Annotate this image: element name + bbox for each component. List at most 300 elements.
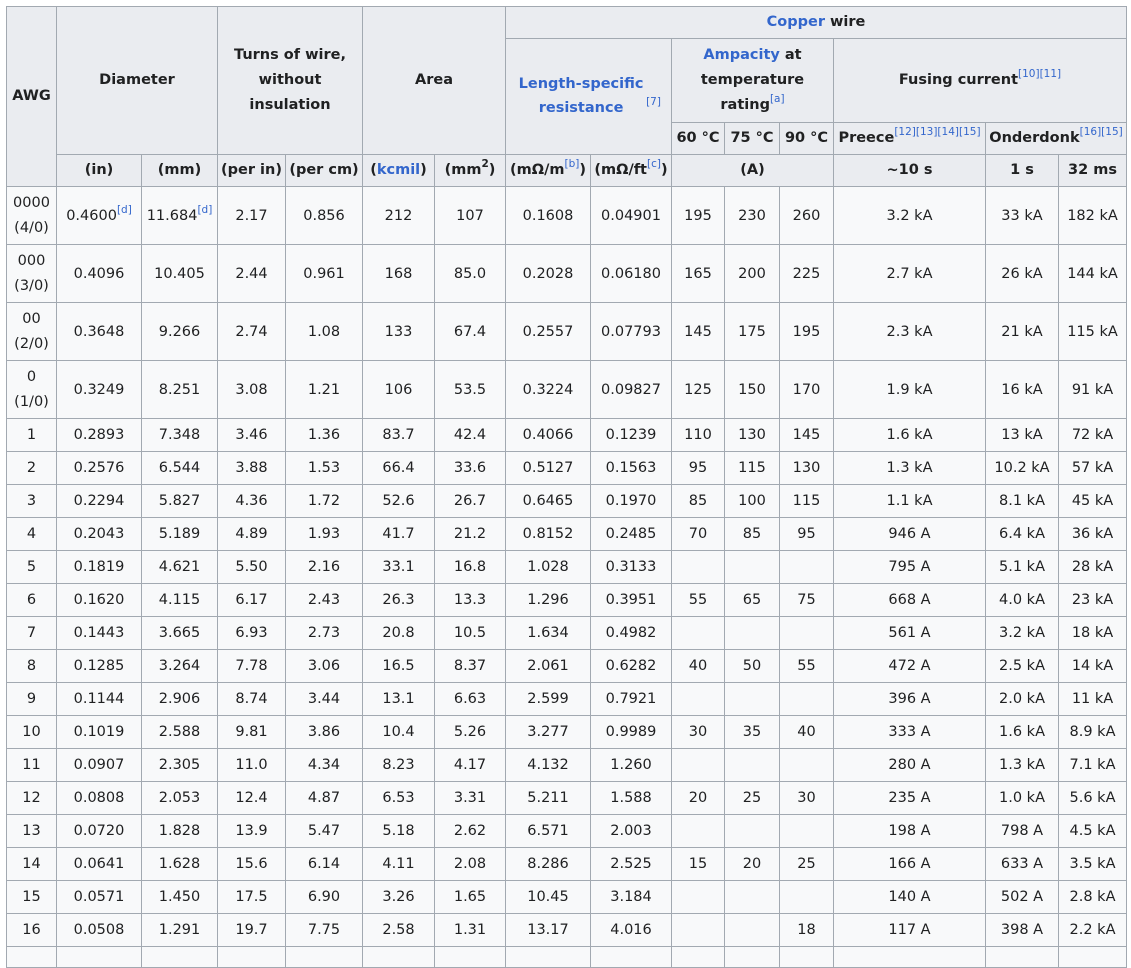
cell-value: 0.2028 <box>522 265 574 282</box>
cell-a60 <box>672 518 725 551</box>
cell-a60 <box>672 485 725 518</box>
cell-per-cm <box>286 485 363 518</box>
unit-mm2-close: ) <box>488 162 496 178</box>
length-specific-resistance-link[interactable]: Length-specific resistance <box>518 76 644 116</box>
cell-mohm-m <box>506 518 591 551</box>
cell-empty <box>834 947 986 968</box>
awg-gauge: 7 <box>26 625 37 641</box>
cell-per-cm <box>286 815 363 848</box>
cell-value: 1.6 kA <box>999 724 1045 740</box>
cell-awg <box>7 551 57 584</box>
awg-gauge: 12 <box>22 790 41 806</box>
header-ampacity <box>672 39 834 123</box>
table-row <box>7 914 1127 947</box>
cell-value: 0.07793 <box>601 323 661 340</box>
unit-mm2-open: (mm <box>444 162 482 178</box>
unit-kcmil-close: ) <box>420 162 427 178</box>
cell-per-in <box>218 187 286 245</box>
cell-value: 165 <box>684 265 712 282</box>
cell-ms32 <box>1059 584 1127 617</box>
cell-s1 <box>986 716 1059 749</box>
cell-value: 280 A <box>888 757 931 773</box>
cell-a75 <box>725 419 780 452</box>
cell-mohm-m <box>506 914 591 947</box>
cell-value: 0.1620 <box>73 592 125 608</box>
cell-s1 <box>986 245 1059 303</box>
awg-gauge: 00 <box>22 310 41 327</box>
cell-per-in <box>218 452 286 485</box>
cell-per-cm <box>286 617 363 650</box>
cell-mohm-ft <box>591 187 672 245</box>
cell-mohm-ft <box>591 683 672 716</box>
cell-value: 130 <box>792 460 821 476</box>
cell-awg <box>7 617 57 650</box>
cell-value: 18 kA <box>1071 625 1114 641</box>
cell-value: 1.028 <box>527 559 569 575</box>
cell-kcmil <box>363 361 435 419</box>
cell-s1 <box>986 881 1059 914</box>
cell-value: 0.09827 <box>601 381 661 398</box>
cell-value: 55 <box>797 658 816 674</box>
cell-value: 795 A <box>888 559 931 575</box>
cell-mm <box>142 881 218 914</box>
cell-a75 <box>725 361 780 419</box>
cell-per-cm <box>286 245 363 303</box>
cell-value: 0.0808 <box>73 790 125 806</box>
cell-value: 6.17 <box>235 592 268 608</box>
cell-a60 <box>672 716 725 749</box>
cell-a60 <box>672 584 725 617</box>
cell-mohm-m <box>506 452 591 485</box>
cell-in <box>57 617 142 650</box>
cell-a60 <box>672 245 725 303</box>
cell-a90 <box>780 881 834 914</box>
cell-a75 <box>725 584 780 617</box>
cell-value: 7.75 <box>307 922 341 938</box>
awg-gauge: 15 <box>22 889 41 905</box>
cell-per-cm <box>286 914 363 947</box>
cell-value: 2.061 <box>527 658 569 674</box>
cell-value: 0.2294 <box>73 493 125 509</box>
cell-value: 0.6465 <box>522 493 574 509</box>
cell-per-cm <box>286 683 363 716</box>
header-preece <box>834 123 986 155</box>
cell-mm <box>142 551 218 584</box>
awg-alt-notation: (3/0) <box>14 277 49 294</box>
cell-in <box>57 245 142 303</box>
table-row <box>7 551 1127 584</box>
ampacity-link[interactable]: Ampacity <box>703 47 780 63</box>
cell-preece <box>834 419 986 452</box>
cell-value: 85 <box>742 526 762 542</box>
ref-a[interactable]: [a] <box>769 93 785 106</box>
cell-a75 <box>725 245 780 303</box>
cell-value: 36 kA <box>1071 526 1114 542</box>
cell-value: 3.31 <box>453 790 487 806</box>
cell-s1 <box>986 452 1059 485</box>
cell-value: 2.053 <box>158 790 201 806</box>
cell-mohm-ft <box>591 815 672 848</box>
cell-a75 <box>725 716 780 749</box>
table-row <box>7 452 1127 485</box>
cell-per-in <box>218 881 286 914</box>
cell-value: 946 A <box>888 526 931 542</box>
header-diameter: Diameter <box>57 7 218 155</box>
cell-mohm-m <box>506 848 591 881</box>
cell-per-cm <box>286 187 363 245</box>
cell-value: 144 kA <box>1067 265 1118 282</box>
cell-mm2 <box>435 518 506 551</box>
ref-c[interactable]: [c] <box>647 158 661 171</box>
cell-value: 3.26 <box>382 889 415 905</box>
cell-a60 <box>672 815 725 848</box>
cell-value: 35 <box>742 724 762 740</box>
cell-value: 25 <box>797 856 816 872</box>
cell-value: 13.1 <box>382 691 415 707</box>
unit-1s: 1 s <box>986 155 1059 187</box>
cell-value: 1.291 <box>158 922 201 938</box>
cell-mm <box>142 303 218 361</box>
cell-value: 26.7 <box>453 493 487 509</box>
unit-mohm-ft-label: (mΩ/ft <box>594 162 647 178</box>
kcmil-link[interactable]: kcmil <box>376 162 421 178</box>
cell-mm <box>142 584 218 617</box>
cell-value: 85.0 <box>453 265 487 282</box>
cell-value: 0.3249 <box>73 381 125 398</box>
cell-value: 4.621 <box>158 559 201 575</box>
cell-s1 <box>986 303 1059 361</box>
cell-awg <box>7 881 57 914</box>
cell-value: 0.04901 <box>601 207 661 224</box>
cell-value: 13.17 <box>527 922 569 938</box>
cell-value: 45 kA <box>1071 493 1114 509</box>
copper-link[interactable]: Copper <box>766 14 825 30</box>
cell-awg <box>7 452 57 485</box>
cell-value: 6.544 <box>158 460 201 476</box>
cell-mm2 <box>435 419 506 452</box>
cell-s1 <box>986 683 1059 716</box>
cell-in <box>57 361 142 419</box>
cell-value: 33.1 <box>382 559 415 575</box>
cell-value: 7.1 kA <box>1069 757 1116 773</box>
cell-value: 133 <box>384 323 413 340</box>
cell-value: 0.0720 <box>73 823 125 839</box>
cell-kcmil <box>363 419 435 452</box>
cell-value: 4.0 kA <box>999 592 1045 608</box>
cell-value: 3.5 kA <box>1069 856 1116 872</box>
cell-a60 <box>672 419 725 452</box>
cell-value: 2.5 kA <box>999 658 1045 674</box>
cell-empty <box>286 947 363 968</box>
cell-value: 195 <box>792 323 821 340</box>
cell-preece <box>834 518 986 551</box>
cell-mohm-ft <box>591 617 672 650</box>
cell-a90 <box>780 650 834 683</box>
table-row <box>7 881 1127 914</box>
cell-value: 8.286 <box>527 856 569 872</box>
cell-mohm-m <box>506 187 591 245</box>
cell-value: 0.1285 <box>73 658 125 674</box>
cell-awg <box>7 518 57 551</box>
cell-value: 0.3648 <box>73 323 125 340</box>
cell-value: 0.9989 <box>605 724 657 740</box>
cell-s1 <box>986 650 1059 683</box>
cell-value: 145 <box>792 427 821 443</box>
cell-empty <box>363 947 435 968</box>
cell-value: 21.2 <box>453 526 487 542</box>
table-row <box>7 683 1127 716</box>
cell-preece <box>834 551 986 584</box>
cell-kcmil <box>363 245 435 303</box>
cell-mohm-m <box>506 303 591 361</box>
cell-a90 <box>780 303 834 361</box>
cell-ms32 <box>1059 683 1127 716</box>
cell-s1 <box>986 361 1059 419</box>
cell-mm <box>142 518 218 551</box>
cell-value: 230 <box>738 207 766 224</box>
cell-mm <box>142 914 218 947</box>
cell-value: 1.628 <box>158 856 201 872</box>
cell-value: 10.5 <box>453 625 487 641</box>
header-60c: 60 °C <box>672 123 725 155</box>
cell-per-cm <box>286 518 363 551</box>
cell-value: 2.16 <box>307 559 341 575</box>
cell-value: 4.87 <box>307 790 341 806</box>
cell-per-in <box>218 782 286 815</box>
cell-preece <box>834 485 986 518</box>
header-turns-label: Turns of wire, without insulation <box>234 47 346 113</box>
cell-mohm-m <box>506 584 591 617</box>
cell-awg <box>7 419 57 452</box>
ref-10-11[interactable]: [10][11] <box>1018 68 1062 81</box>
awg-gauge: 3 <box>26 493 37 509</box>
cell-mm <box>142 419 218 452</box>
cell-value: 91 kA <box>1071 381 1114 398</box>
cell-a60 <box>672 881 725 914</box>
cell-value: 19.7 <box>235 922 268 938</box>
cell-value: 5.50 <box>235 559 268 575</box>
cell-value: 1.93 <box>307 526 341 542</box>
cell-per-in <box>218 848 286 881</box>
cell-value: 398 A <box>1000 922 1044 938</box>
cell-per-in <box>218 683 286 716</box>
cell-kcmil <box>363 303 435 361</box>
cell-ms32 <box>1059 419 1127 452</box>
cell-value: 1.36 <box>307 427 341 443</box>
preece-label: Preece <box>838 130 895 146</box>
awg-alt-notation: (2/0) <box>14 335 49 352</box>
header-area: Area <box>363 7 506 155</box>
cell-value: 6.93 <box>235 625 268 641</box>
unit-in: (in) <box>57 155 142 187</box>
cell-value: 1.1 kA <box>886 493 933 509</box>
cell-value: 212 <box>384 207 413 224</box>
cell-value: 0.4600 <box>66 207 117 224</box>
cell-per-cm <box>286 848 363 881</box>
ref-b[interactable]: [b] <box>564 158 580 171</box>
cell-mohm-ft <box>591 245 672 303</box>
cell-ms32 <box>1059 650 1127 683</box>
cell-a75 <box>725 782 780 815</box>
cell-s1 <box>986 419 1059 452</box>
cell-mm2 <box>435 617 506 650</box>
cell-value: 396 A <box>888 691 931 707</box>
cell-value: 1.3 kA <box>999 757 1045 773</box>
cell-ms32 <box>1059 881 1127 914</box>
awg-gauge: 11 <box>22 757 41 773</box>
cell-in <box>57 518 142 551</box>
cell-value: 2.003 <box>610 823 652 839</box>
cell-a60 <box>672 782 725 815</box>
cell-a90 <box>780 245 834 303</box>
ampacity-rest-2: rating <box>720 97 770 113</box>
cell-value: 1.08 <box>307 323 341 340</box>
cell-value: 1.3 kA <box>886 460 933 476</box>
cell-value: 0.7921 <box>605 691 657 707</box>
cell-empty <box>506 947 591 968</box>
table-row <box>7 303 1127 361</box>
cell-value: 175 <box>738 323 766 340</box>
cell-a75 <box>725 452 780 485</box>
cell-ms32 <box>1059 187 1127 245</box>
cell-a60 <box>672 848 725 881</box>
cell-empty <box>142 947 218 968</box>
cell-mm2 <box>435 815 506 848</box>
cell-mohm-ft <box>591 551 672 584</box>
cell-value: 115 <box>738 460 766 476</box>
cell-value: 5.18 <box>382 823 415 839</box>
cell-per-in <box>218 245 286 303</box>
cell-per-cm <box>286 716 363 749</box>
cell-ms32 <box>1059 914 1127 947</box>
cell-value: 26 kA <box>1001 265 1043 282</box>
cell-awg <box>7 485 57 518</box>
cell-value: 633 A <box>1000 856 1044 872</box>
awg-gauge: 1 <box>26 427 37 443</box>
cell-a60 <box>672 551 725 584</box>
cell-value: 23 kA <box>1071 592 1114 608</box>
cell-mm2 <box>435 683 506 716</box>
cell-value: 8.9 kA <box>1069 724 1116 740</box>
cell-s1 <box>986 518 1059 551</box>
cell-empty <box>435 947 506 968</box>
cell-value: 106 <box>384 381 413 398</box>
cell-ms32 <box>1059 303 1127 361</box>
cell-per-cm <box>286 361 363 419</box>
awg-gauge: 0000 <box>13 194 50 211</box>
cell-value: 70 <box>688 526 708 542</box>
cell-value: 0.1819 <box>73 559 125 575</box>
cell-value: 20.8 <box>382 625 415 641</box>
header-fusing-current <box>834 39 1127 123</box>
cell-a90 <box>780 518 834 551</box>
cell-value: 50 <box>742 658 762 674</box>
cell-awg <box>7 716 57 749</box>
cell-preece <box>834 881 986 914</box>
cell-mohm-ft <box>591 485 672 518</box>
cell-value: 15.6 <box>235 856 268 872</box>
cell-awg <box>7 749 57 782</box>
cell-value: 0.856 <box>303 207 345 224</box>
cell-awg <box>7 650 57 683</box>
cell-value: 2.525 <box>610 856 652 872</box>
cell-mm2 <box>435 650 506 683</box>
cell-s1 <box>986 782 1059 815</box>
cell-s1 <box>986 485 1059 518</box>
cell-value: 6.14 <box>307 856 341 872</box>
table-row <box>7 749 1127 782</box>
cell-value: 2.599 <box>527 691 569 707</box>
cell-value: 2.2 kA <box>1069 922 1116 938</box>
ref-16-15[interactable]: [16][15] <box>1079 126 1123 139</box>
cell-value: 55 <box>688 592 708 608</box>
table-row <box>7 187 1127 245</box>
onderdonk-label: Onderdonk <box>989 130 1080 146</box>
cell-value: 115 kA <box>1067 323 1118 340</box>
ref-d[interactable]: [d] <box>197 203 213 216</box>
ref-d[interactable]: [d] <box>116 203 132 216</box>
cell-mohm-ft <box>591 848 672 881</box>
awg-gauge: 4 <box>26 526 37 542</box>
cell-value: 75 <box>797 592 816 608</box>
cell-awg <box>7 245 57 303</box>
cell-value: 2.08 <box>453 856 487 872</box>
cell-per-cm <box>286 452 363 485</box>
cell-value: 8.251 <box>158 381 201 398</box>
cell-in <box>57 749 142 782</box>
cell-value: 150 <box>738 381 766 398</box>
cell-value: 1.450 <box>158 889 201 905</box>
cell-empty <box>57 947 142 968</box>
cell-preece <box>834 303 986 361</box>
cell-mm2 <box>435 245 506 303</box>
ref-7[interactable]: [7] <box>646 96 661 109</box>
cell-value: 6.90 <box>307 889 341 905</box>
cell-ms32 <box>1059 452 1127 485</box>
cell-ms32 <box>1059 782 1127 815</box>
unit-32ms: 32 ms <box>1059 155 1127 187</box>
cell-mm <box>142 815 218 848</box>
cell-value: 15 <box>688 856 708 872</box>
cell-value: 33 kA <box>1001 207 1043 224</box>
cell-value: 4.115 <box>158 592 201 608</box>
awg-wire-table <box>6 6 1127 968</box>
cell-value: 0.2043 <box>73 526 125 542</box>
cell-value: 8.74 <box>235 691 268 707</box>
cell-a75 <box>725 881 780 914</box>
cell-preece <box>834 914 986 947</box>
cell-value: 0.3224 <box>522 381 574 398</box>
ref-12-15[interactable]: [12][13][14][15] <box>894 126 981 139</box>
cell-value: 13 kA <box>1001 427 1043 443</box>
cell-kcmil <box>363 782 435 815</box>
cell-mohm-m <box>506 551 591 584</box>
cell-mohm-m <box>506 782 591 815</box>
cell-mm2 <box>435 187 506 245</box>
cell-value: 0.06180 <box>601 265 661 282</box>
cell-value: 0.5127 <box>522 460 574 476</box>
cell-value: 140 A <box>888 889 931 905</box>
cell-s1 <box>986 551 1059 584</box>
cell-mm <box>142 485 218 518</box>
cell-value: 7.78 <box>235 658 268 674</box>
cell-value: 66.4 <box>382 460 415 476</box>
cell-value: 107 <box>456 207 484 224</box>
cell-value: 5.6 kA <box>1069 790 1116 806</box>
cell-a60 <box>672 683 725 716</box>
table-row <box>7 419 1127 452</box>
cell-s1 <box>986 848 1059 881</box>
